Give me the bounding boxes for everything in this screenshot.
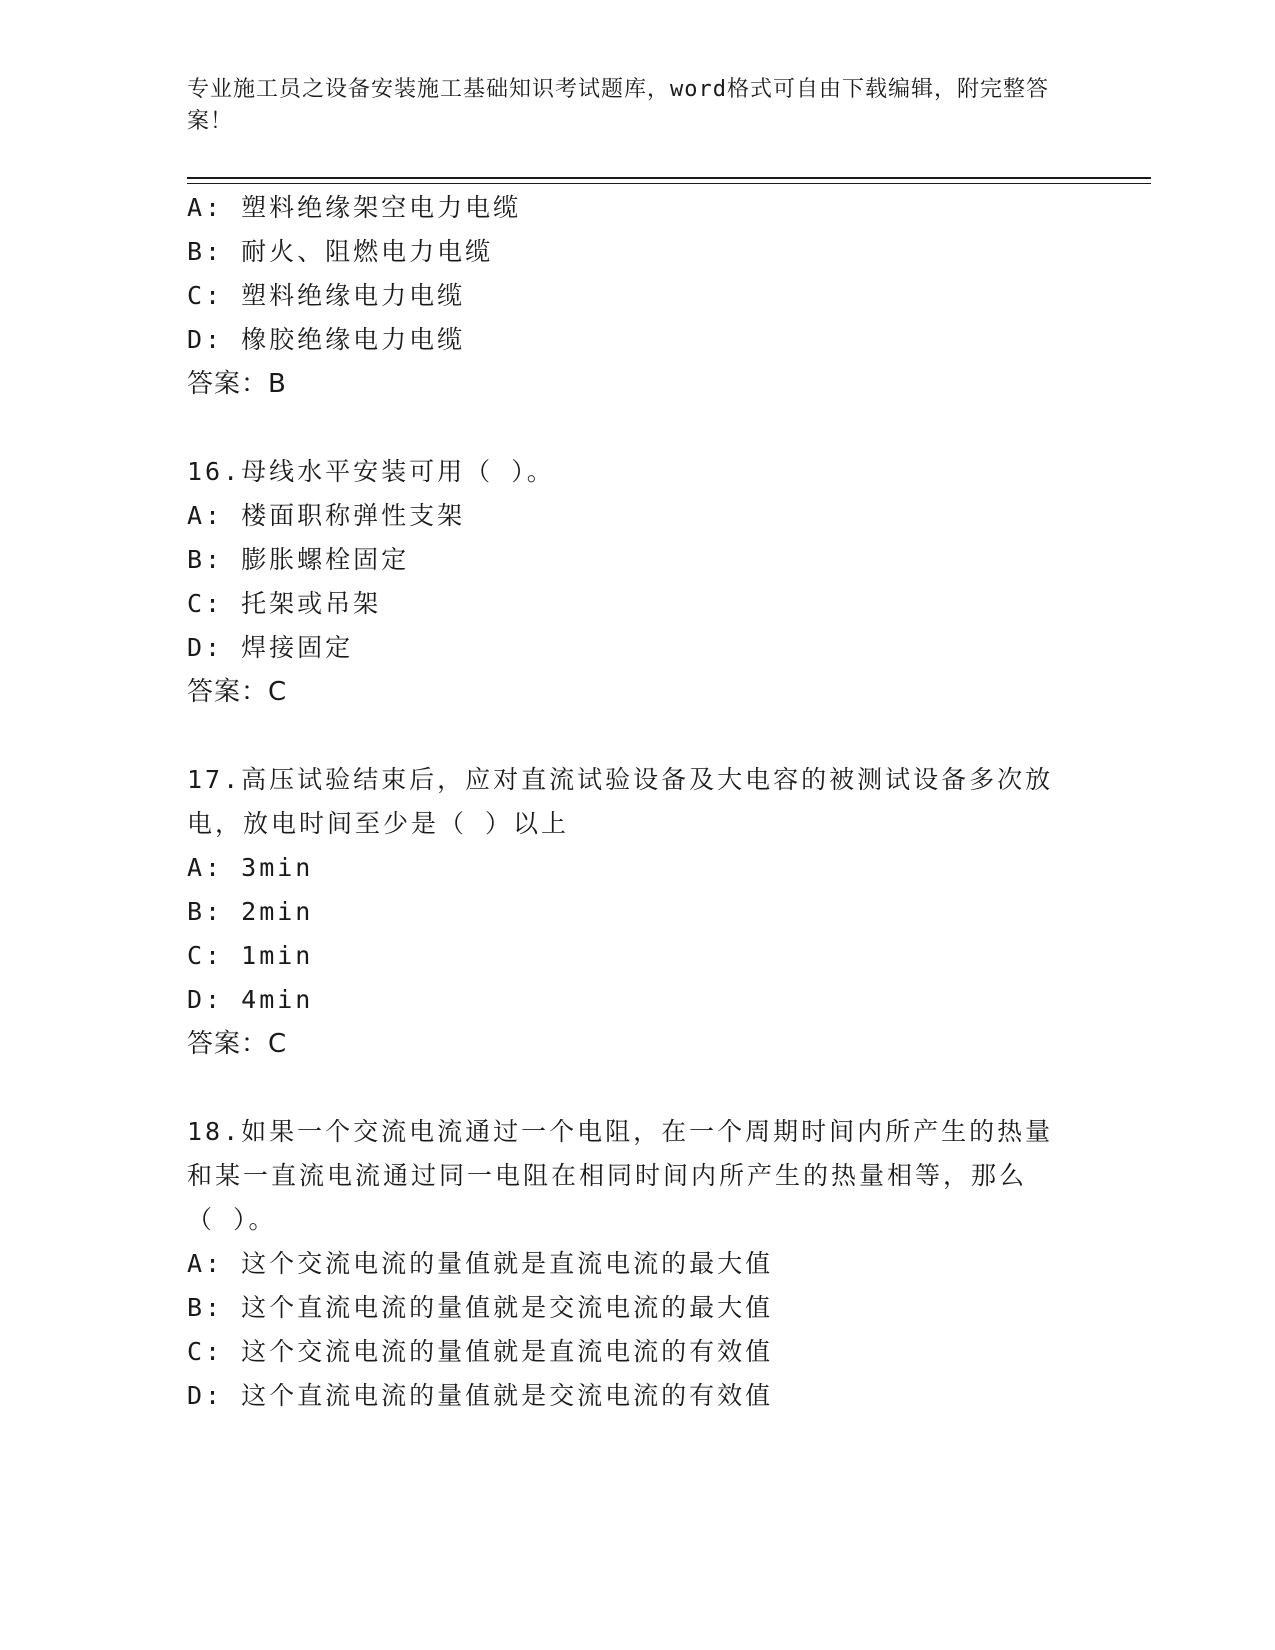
q17-option-b: B: 2min [187,897,314,926]
q18-option-a: A: 这个交流电流的量值就是直流电流的最大值 [187,1249,774,1278]
header-divider-thin [187,183,1151,184]
q18-stem-line-1: 18.如果一个交流电流通过一个电阻，在一个周期时间内所产生的热量 [187,1117,1054,1146]
q16-option-b: B: 膨胀螺栓固定 [187,545,410,574]
q15-option-a: A: 塑料绝缘架空电力电缆 [187,193,522,222]
q15-option-b: B: 耐火、阻燃电力电缆 [187,237,494,266]
q18-option-c: C: 这个交流电流的量值就是直流电流的有效值 [187,1337,774,1366]
q16-stem: 16.母线水平安装可用（ ）。 [187,457,555,486]
document-header: 专业施工员之设备安装施工基础知识考试题库，word格式可自由下载编辑，附完整答案！ [187,77,1049,134]
q15-option-d: D: 橡胶绝缘电力电缆 [187,325,466,354]
q18-option-d: D: 这个直流电流的量值就是交流电流的有效值 [187,1381,774,1410]
q16-answer: 答案：C [187,677,288,707]
q15-option-c: C: 塑料绝缘电力电缆 [187,281,466,310]
header-divider-thick [187,177,1151,179]
q16-option-a: A: 楼面职称弹性支架 [187,501,466,530]
q16-option-c: C: 托架或吊架 [187,589,382,618]
q17-stem-line-2: 电，放电时间至少是（ ）以上 [187,809,570,838]
q16-option-d: D: 焊接固定 [187,633,354,662]
q18-stem-line-2: 和某一直流电流通过同一电阻在相同时间内所产生的热量相等，那么 [187,1161,1028,1190]
q17-option-a: A: 3min [187,853,314,882]
q17-answer: 答案：C [187,1029,288,1059]
q17-option-d: D: 4min [187,985,314,1014]
q17-stem-line-1: 17.高压试验结束后，应对直流试验设备及大电容的被测试设备多次放 [187,765,1054,794]
q18-option-b: B: 这个直流电流的量值就是交流电流的最大值 [187,1293,774,1322]
q17-option-c: C: 1min [187,941,314,970]
q18-stem-line-3: （ ）。 [187,1205,277,1234]
q15-answer: 答案：B [187,369,287,399]
